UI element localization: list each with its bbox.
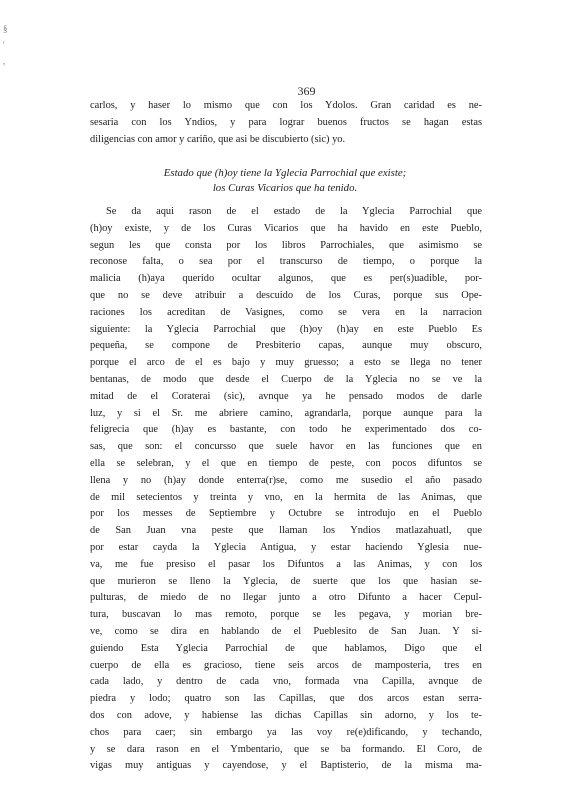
text-line: dos con adove, y habiense las dichas Capillas sin adorno, y los te-: [90, 709, 482, 721]
text-line: que no se deve atribuir a descuido de los Curas, porque sus Ope-: [90, 289, 482, 301]
edge-mark: ,: [3, 56, 6, 66]
text-line: chos para caer; sin embargo ya las voy re(e)dificando, y techando,: [90, 726, 482, 738]
text-line: raciones los acreditan de Vasignes, como se vera en la narracion: [90, 306, 482, 318]
text-line: ve, como se dira en hablando de el Pueblesito de San Juan. Y si-: [90, 625, 482, 637]
section-heading: [70, 166, 500, 196]
text-line: segun les que consta por los libros Parrochiales, que asimismo se: [90, 239, 482, 251]
text-line: que murieron se lleno la Yglecia, de suerte que los que hasian se-: [90, 575, 482, 587]
text-line: guiendo Esta Yglecia Parrochial de que hablamos, Digo que el: [90, 642, 482, 654]
text-line: llena y no (h)ay donde enterra(r)se, como me susedio el año pasado: [90, 474, 482, 486]
text-line: mitad de el Coraterai (sic), avnque ya he pensado modos de darle: [90, 390, 482, 402]
text-line: tura, buscavan lo mas remoto, porque se les pegava, y morian bre-: [90, 609, 482, 621]
text-line: piedra y lodo; quatro son las Capillas, que dos arcos estan serra-: [90, 693, 482, 705]
text-line: sesaria con los Yndios, y para lograr buenos fructos se hagan estas: [90, 116, 482, 128]
text-line: va, me fue presiso el pasar los Difuntos a las Animas, y con los: [90, 558, 482, 570]
edge-mark: ': [3, 40, 5, 50]
text-line: por estar cayda la Yglecia Antigua, y estar haciendo Yglesia nue-: [90, 541, 482, 553]
text-line: feligrecia que (h)ay es bastante, con todo he experimentado dos co-: [90, 424, 482, 436]
text-line: Se da aqui rason de el estado de la Yglecia Parrochial que: [106, 206, 482, 217]
text-line: ella se selebran, y el que en tiempo de peste, con pocos difuntos se: [90, 457, 482, 469]
text-line: porque el arco de el es bajo y muy gruesso; a esto se llega no tener: [90, 357, 482, 369]
heading-line: los Curas Vicarios que ha tenido.: [212, 182, 358, 194]
text-line: reconose falta, o sea por el transcurso de tiempo, o porque la: [90, 256, 482, 268]
text-line: de San Juan vna peste que llaman los Yndios matlazahuatl, que: [90, 525, 482, 537]
text-line: malicia (h)aya querido ocultar algunos, que es per(s)uadible, por-: [90, 273, 482, 285]
text-line: luz, y si el Sr. me abriere camino, agrandarla, porque aunque para la: [90, 407, 482, 419]
text-line: pulturas, de miedo de no llegar junto a otro Difunto a hacer Cepul-: [90, 592, 482, 604]
text-line: (h)oy existe, y de los Curas Vicarios que ha havido en este Pueblo,: [90, 222, 482, 234]
heading-line: Estado que (h)oy tiene la Yglecia Parrochial que existe;: [163, 167, 407, 179]
text-line: y se dara rason en el Ymbentario, que se ba formando. El Coro, de: [90, 743, 482, 755]
text-line: sas, que son: el concursso que suele havor en las funciones que en: [90, 441, 482, 453]
text-line: cuerpo de ella es gracioso, tiene seis arcos de mamposteria, tres en: [90, 659, 482, 671]
text-line: por los messes de Septiembre y Octubre se introdujo en el Pueblo: [90, 508, 482, 520]
text-line: siguiente: la Yglecia Parrochial que (h)oy (h)ay en este Pueblo Es: [90, 323, 482, 335]
page-number: 369: [297, 84, 316, 98]
text-line: carlos, y haser lo mismo que con los Ydolos. Gran caridad es ne-: [90, 100, 482, 111]
main-paragraph: [90, 204, 482, 775]
text-line: diligencias con amor y cariño, que asi be discubierto (sic) yo.: [90, 133, 346, 145]
top-paragraph: [90, 98, 482, 148]
text-line: de mil setecientos y treinta y vno, en la hermita de las Animas, que: [90, 491, 482, 503]
text-line: bentanas, de modo que desde el Cuerpo de la Yglecia no se ve la: [90, 373, 482, 385]
text-line: vigas muy antiguas y cayendose, y el Baptisterio, de la misma ma-: [90, 760, 482, 772]
text-line: pequeña, se compone de Presbiterio capas, aunque muy obscuro,: [90, 340, 482, 352]
edge-mark: §: [3, 24, 8, 34]
text-line: cada lado, y dentro de cada vno, formada vna Capilla, avnque de: [90, 676, 482, 688]
